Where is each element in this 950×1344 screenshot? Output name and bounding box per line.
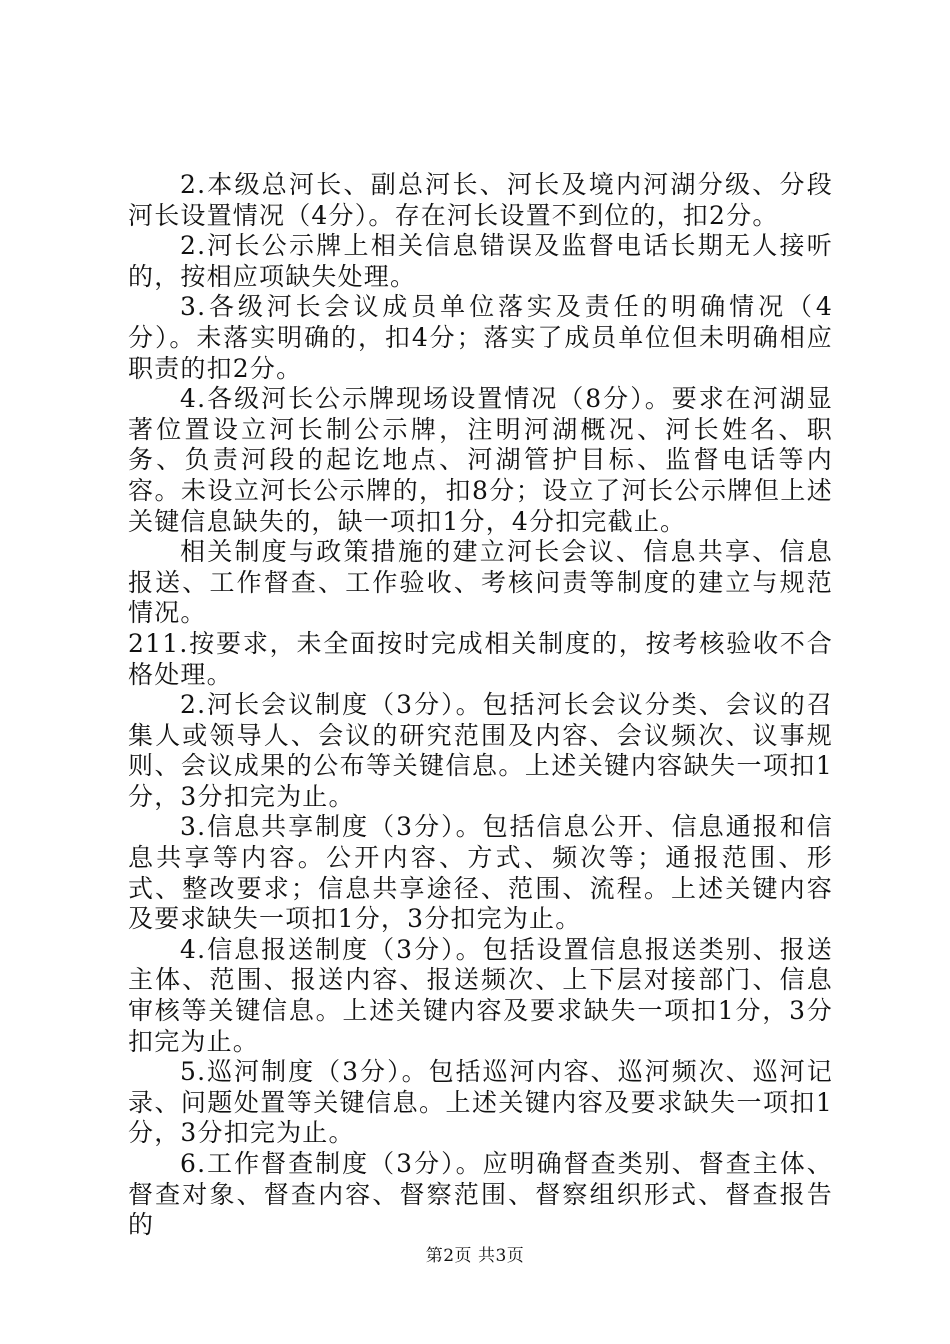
paragraph: 2.河长会议制度（3分）。包括河长会议分类、会议的召集人或领导人、会议的研究范围及内容、会议频次、议事规则、会议成果的公布等关键信息。上述关键内容缺失一项扣1分，3分扣完为止。 bbox=[128, 690, 833, 811]
paragraph: 4.信息报送制度（3分）。包括设置信息报送类别、报送主体、范围、报送内容、报送频次、上下层对接部门、信息审核等关键信息。上述关键内容及要求缺失一项扣1分，3分扣完为止。 bbox=[128, 934, 833, 1056]
paragraph: 5.巡河制度（3分）。包括巡河内容、巡河频次、巡河记录、问题处置等关键信息。上述关键内容及要求缺失一项扣1分，3分扣完为止。 bbox=[128, 1057, 833, 1148]
paragraph: 2.河长公示牌上相关信息错误及监督电话长期无人接听的，按相应项缺失处理。 bbox=[128, 231, 833, 291]
paragraph: 2.本级总河长、副总河长、河长及境内河湖分级、分段河长设置情况（4分）。存在河长设置不到位的，扣2分。 bbox=[128, 170, 833, 230]
document-body bbox=[128, 170, 833, 1241]
paragraph: 4.各级河长公示牌现场设置情况（8分）。要求在河湖显著位置设立河长制公示牌，注明河湖概况、河长姓名、职务、负责河段的起讫地点、河湖管护目标、监督电话等内容。未设立河长公示牌的，扣8分；设立了河长公示牌但上述关键信息缺失的，缺一项扣1分，4分扣完截止。 bbox=[128, 384, 833, 536]
page-footer: 第2页 共3页 bbox=[425, 1246, 525, 1266]
paragraph: 3.各级河长会议成员单位落实及责任的明确情况（4分）。未落实明确的，扣4分；落实了成员单位但未明确相应职责的扣2分。 bbox=[128, 292, 833, 383]
paragraph: 相关制度与政策措施的建立河长会议、信息共享、信息报送、工作督查、工作验收、考核问责等制度的建立与规范情况。 bbox=[128, 537, 833, 628]
paragraph: 211.按要求，未全面按时完成相关制度的，按考核验收不合格处理。 bbox=[128, 628, 833, 689]
paragraph: 6.工作督查制度（3分）。应明确督查类别、督查主体、督查对象、督查内容、督察范围、督察组织形式、督查报告的 bbox=[128, 1149, 833, 1240]
paragraph: 3.信息共享制度（3分）。包括信息公开、信息通报和信息共享等内容。公开内容、方式、频次等；通报范围、形式、整改要求；信息共享途径、范围、流程。上述关键内容及要求缺失一项扣1分，3分扣完为止。 bbox=[128, 812, 833, 934]
